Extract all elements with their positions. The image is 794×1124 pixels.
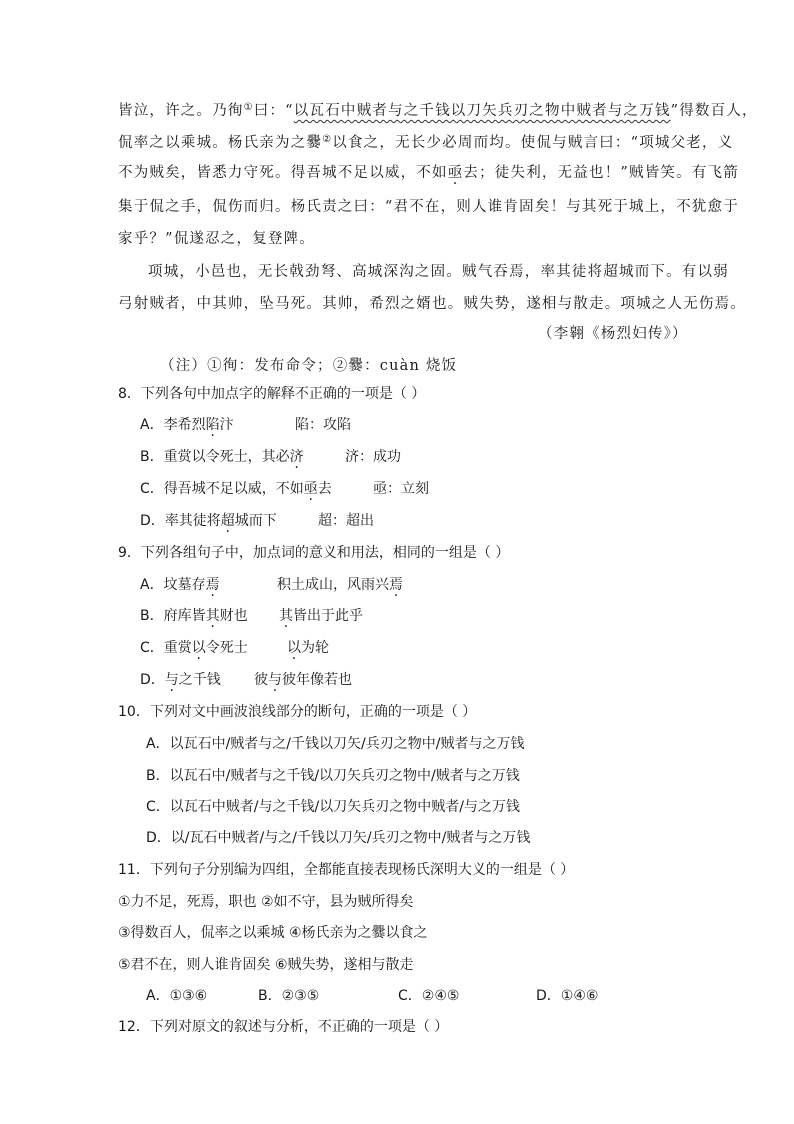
option-text: 财也 (219, 608, 248, 624)
option-text: C．得吾城不足以威，不如 (140, 481, 304, 497)
dotted-character: 以 (287, 640, 301, 656)
question-11-items-row-3: ⑤君不在，则人谁肯固矣 ⑥贼失势，遂相与散走 (118, 957, 414, 973)
wavy-underlined-sentence: 以瓦石中贼者与之千钱以刀矢兵刃之物中贼者与之万钱 (293, 103, 671, 119)
footnote-marker-2: ② (322, 134, 333, 145)
option-text: B．府库皆 (140, 608, 206, 624)
question-9-option-d (140, 670, 221, 690)
question-8-option-d (140, 511, 277, 531)
passage-line-5: 家乎？”侃遂忍之，复登陴。 (118, 231, 316, 247)
question-8-option-a-gloss: 陷：攻陷 (295, 417, 351, 433)
question-10-option-b: B．以瓦石中/贼者与之千钱/以刀矢兵刃之物中/贼者与之万钱 (146, 768, 520, 784)
question-9-option-a (140, 575, 220, 595)
passage-text: 不为贼矣，皆悉力守死。得吾城不足以威，不如 (118, 165, 448, 181)
question-11-items-row-1: ①力不足，死焉，职也 ②如不守，县为贼所得矣 (118, 894, 414, 910)
footnote-marker-1: ① (243, 102, 254, 113)
question-9-option-c-pair (287, 638, 329, 658)
option-text: 为轮 (301, 640, 329, 656)
question-11-option-a: A．①③⑥ (146, 988, 208, 1004)
dotted-character: 与 (164, 672, 179, 688)
passage-line-4: 集于侃之手，侃伤而归。杨氏责之曰：“君不在，则人谁肯固矣！与其死于城上，不犹愈于 (118, 199, 739, 215)
option-text: 去 (317, 481, 332, 497)
option-text: A．坟墓存 (140, 577, 206, 593)
option-text: C．重赏 (140, 640, 192, 656)
dotted-character: 其 (279, 608, 293, 624)
dotted-character: 济 (289, 449, 304, 465)
dotted-character: 以 (191, 640, 206, 656)
option-text: 积土成山，风雨兴 (277, 577, 389, 593)
dotted-character: 其 (205, 608, 220, 624)
question-8-option-c-gloss: 亟：立刻 (373, 481, 429, 497)
dotted-character: 焉 (389, 577, 403, 593)
question-9-stem: 9．下列各组句子中，加点词的意义和用法，相同的一组是（ ） (118, 545, 510, 561)
question-8-option-b-gloss: 济：成功 (345, 449, 401, 465)
passage-line-3 (118, 163, 739, 183)
option-text: 彼 (254, 672, 268, 688)
dotted-character: 亟 (303, 481, 318, 497)
option-text: 彼年像若也 (282, 672, 352, 688)
question-8-option-a (140, 415, 234, 435)
question-10-option-d: D．以/瓦石中贼者/与之/千钱以刀矢/兵刃之物中/贼者与之万钱 (146, 830, 531, 846)
dotted-character: 亟 (447, 165, 464, 181)
passage-line-1 (118, 98, 758, 121)
passage-text: 以食之，无长少必周而均。使侃与贼言曰：“项城父老，义 (332, 135, 734, 151)
question-9-option-a-pair (277, 575, 403, 595)
passage-text: ”得数百人， (670, 103, 758, 119)
option-text: 城而下 (234, 513, 277, 529)
option-text: B．重赏以令死士，其必 (140, 449, 290, 465)
dotted-character: 焉 (205, 577, 220, 593)
option-text: D．率其徒将 (140, 513, 221, 529)
option-text: D． (140, 672, 165, 688)
question-11-items-row-2: ③得数百人，侃率之以乘城 ④杨氏亲为之爨以食之 (118, 925, 428, 941)
dotted-character: 超 (220, 513, 235, 529)
passage-footnote: （注）①徇：发布命令；②爨：cuàn 烧饭 (160, 358, 458, 374)
passage-line-2 (118, 130, 733, 153)
question-9-option-b (140, 606, 248, 626)
question-11-option-d: D．①④⑥ (536, 988, 599, 1004)
question-11-option-c: C．②④⑤ (398, 988, 460, 1004)
passage-text: 曰：“ (253, 103, 294, 119)
passage-p2-line-1: 项城，小邑也，无长戟劲弩、高城深沟之固。贼气吞焉，率其徒将超城而下。有以弱 (148, 264, 729, 280)
question-9-option-d-pair (254, 670, 352, 690)
passage-text: 侃率之以乘城。杨氏亲为之爨 (118, 135, 323, 151)
question-10-option-a: A．以瓦石中/贼者与之/千钱以刀矢/兵刃之物中/贼者与之万钱 (146, 736, 525, 752)
passage-text: 去；徒失利，无益也！”贼皆笑。有飞箭 (463, 165, 739, 181)
question-10-stem: 10．下列对文中画波浪线部分的断句，正确的一项是（ ） (118, 704, 477, 720)
question-12-stem: 12．下列对原文的叙述与分析，不正确的一项是（ ） (118, 1019, 449, 1035)
option-text: 令死士 (205, 640, 248, 656)
question-8-stem: 8．下列各句中加点字的解释不正确的一项是（ ） (118, 386, 426, 402)
dotted-character: 与 (268, 672, 282, 688)
question-8-option-c (140, 479, 332, 499)
question-9-option-c (140, 638, 248, 658)
question-8-option-d-gloss: 超：超出 (318, 513, 374, 529)
dotted-character: 陷 (205, 417, 220, 433)
option-text: 之千钱 (178, 672, 221, 688)
passage-p2-line-2: 弓射贼者，中其帅，坠马死。其帅，希烈之婿也。贼失势，遂相与散走。项城之人无伤焉。 (118, 296, 746, 312)
option-text: 汴 (219, 417, 234, 433)
question-10-option-c: C．以瓦石中贼者/与之千钱/以刀矢兵刃之物中贼者/与之万钱 (146, 799, 520, 815)
option-text: 皆出于此乎 (293, 608, 363, 624)
question-11-option-b: B．②③⑤ (258, 988, 320, 1004)
question-11-stem: 11．下列句子分别编为四组，全都能直接表现杨氏深明大义的一组是（ ） (118, 862, 575, 878)
question-8-option-b (140, 447, 304, 467)
passage-source: （李翱《杨烈妇传》） (538, 326, 688, 342)
option-text: A．李希烈 (140, 417, 206, 433)
question-9-option-b-pair (279, 606, 363, 626)
passage-text: 皆泣，许之。乃徇 (118, 103, 244, 119)
